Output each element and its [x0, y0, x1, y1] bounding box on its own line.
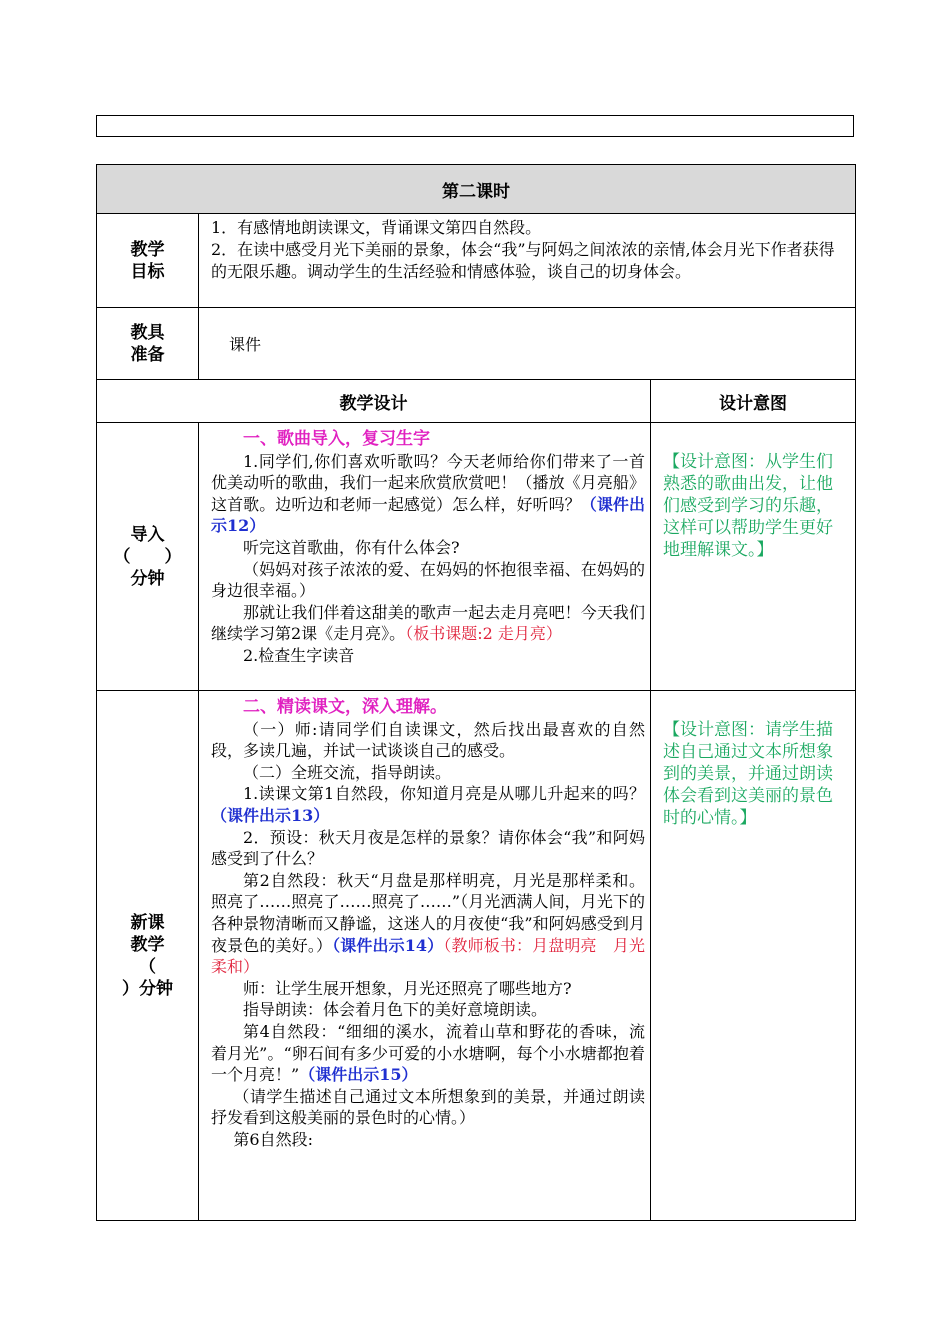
- paragraph: 第4自然段：“细细的溪水，流着山草和野花的香味，流着月光”。“卵石间有多少可爱的小水塘啊，每个小水塘都抱着一个月亮！”（课件出示15）: [211, 1021, 645, 1085]
- new-lesson-content: [199, 691, 651, 1221]
- goal-1: 1．有感情地朗读课文，背诵课文第四自然段。: [211, 218, 542, 237]
- paragraph: （妈妈对孩子浓浓的爱、在妈妈的怀抱很幸福、在妈妈的身边很幸福。）: [211, 559, 645, 601]
- paragraph: 听完这首歌曲，你有什么体会?: [243, 537, 460, 557]
- intro-label: 导入 （ ） 分钟: [97, 423, 199, 691]
- paragraph: （一）师:请同学们自读课文，然后找出最喜欢的自然段，多读几遍，并试一试谈谈自己的感受。: [211, 719, 645, 761]
- lesson-title: 第二课时: [97, 165, 856, 214]
- paragraph: 2．预设：秋天月夜是怎样的景象？请你体会“我”和阿妈感受到了什么？: [211, 827, 645, 869]
- top-empty-box: [96, 115, 854, 137]
- lesson-plan-table: [96, 164, 856, 1221]
- goal-2: 2．在读中感受月光下美丽的景象，体会“我”与阿妈之间浓浓的亲情,体会月光下作者获得的无限乐趣。调动学生的生活经验和情感体验，谈自己的切身体会。: [211, 240, 835, 281]
- section-1-title: 一、歌曲导入，复习生字: [243, 429, 430, 449]
- paragraph: 那就让我们伴着这甜美的歌声一起去走月亮吧！今天我们继续学习第2课《走月亮》。（板书课题:2 走月亮）: [211, 602, 645, 644]
- tools-label: 教具 准备: [97, 308, 199, 380]
- paragraph: 第6自然段:: [233, 1129, 313, 1149]
- intro-intent: 【设计意图：从学生们熟悉的歌曲出发，让他们感受到学习的乐趣，这样可以帮助学生更好地理解课文。】: [651, 423, 856, 691]
- paragraph: 1.读课文第1自然段，你知道月亮是从哪儿升起来的吗？（课件出示13）: [211, 784, 645, 825]
- goals-label: 教学 目标: [97, 214, 199, 308]
- intro-content: [199, 423, 651, 691]
- paragraph: （请学生描述自己通过文本所想象到的美景，并通过朗读抒发看到这般美丽的景色时的心情。）: [211, 1086, 645, 1128]
- design-column-header: 教学设计: [97, 380, 651, 423]
- section-2-title: 二、精读课文，深入理解。: [243, 697, 447, 717]
- new-lesson-intent: 【设计意图：请学生描述自己通过文本所想象到的美景，并通过朗读体会看到这美丽的景色时的心情。】: [651, 691, 856, 1221]
- paragraph: 指导朗读：体会着月色下的美好意境朗读。: [243, 1000, 548, 1020]
- paragraph: （二）全班交流，指导朗读。: [243, 762, 452, 782]
- tools-value: 课件: [199, 308, 856, 380]
- paragraph: 1.同学们,你们喜欢听歌吗？今天老师给你们带来了一首优美动听的歌曲，我们一起来欣赏欣赏吧！（播放《月亮船》这首歌。边听边和老师一起感觉）怎么样，好听吗？（课件出示12）: [211, 451, 645, 536]
- new-lesson-label: 新课 教学 （ ）分钟: [97, 691, 199, 1221]
- paragraph: 2.检查生字读音: [243, 645, 355, 665]
- intent-column-header: 设计意图: [651, 380, 856, 423]
- paragraph: 第2自然段：秋天“月盘是那样明亮，月光是那样柔和。照亮了……照亮了……照亮了……”（月光洒满人间，月光下的各种景物清晰而又静谧，这迷人的月夜使“我”和阿妈感受到月夜景色的美好。）（课件出示14）（教师板书：月盘明亮 月光柔和）: [211, 870, 645, 977]
- paragraph: 师：让学生展开想象，月光还照亮了哪些地方?: [243, 978, 572, 998]
- goals-content: [199, 214, 856, 308]
